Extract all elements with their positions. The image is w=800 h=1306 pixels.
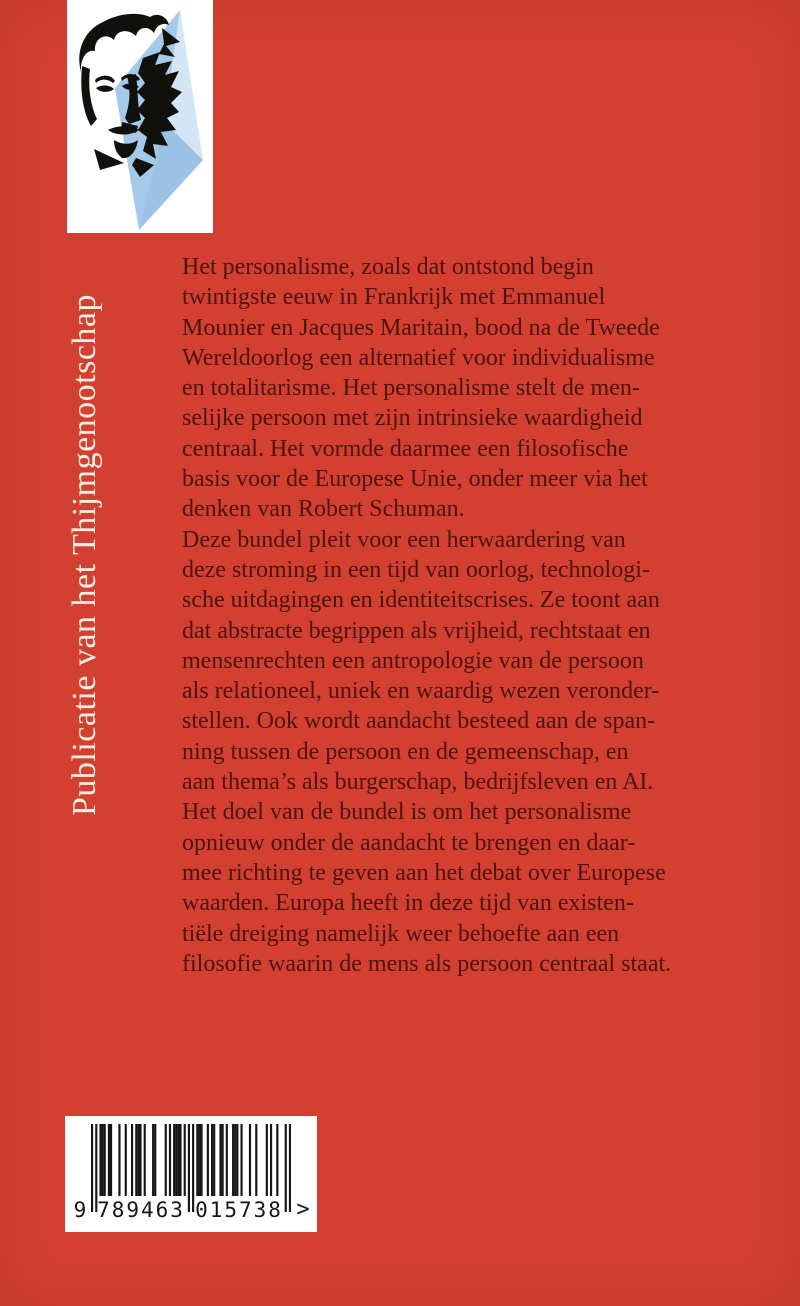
blurb-line: en totalitarisme. Het personalisme stelt de men- [182, 375, 640, 402]
blurb-line: selijke persoon met zijn intrinsieke waardigheid [182, 405, 643, 432]
blurb-line: aan thema’s als burgerschap, bedrijfsleven en AI. [182, 769, 654, 796]
barcode-chevron: > [296, 1197, 310, 1222]
blurb-paragraph-1 [182, 252, 762, 525]
blurb-line: Wereldoorlog een alternatief voor individualisme [182, 344, 655, 371]
blurb-line: ning tussen de persoon en de gemeenschap, en [182, 738, 629, 765]
spine-label [50, 271, 120, 839]
blurb-line: opnieuw onder de aandacht te brengen en daar- [182, 829, 636, 856]
blurb-line: basis voor de Europese Unie, onder meer via het [182, 466, 648, 493]
blurb-line: stellen. Ook wordt aandacht besteed aan de span- [182, 708, 656, 735]
blurb-line: Het personalisme, zoals dat ontstond begin [182, 254, 594, 280]
barcode-group-2: 015738 [195, 1198, 283, 1222]
blurb-line: Het doel van de bundel is om het personalisme [182, 799, 632, 826]
thijmgenootschap-face-icon [67, 0, 213, 233]
blurb-line: twintigste eeuw in Frankrijk met Emmanuel [182, 284, 606, 311]
blurb-line: tiële dreiging namelijk weer behoefte aan een [182, 920, 620, 947]
blurb-line: centraal. Het vormde daarmee een filosofische [182, 435, 629, 462]
thijmgenootschap-logo [67, 0, 213, 233]
blurb-paragraph-2 [182, 525, 762, 798]
blurb-line: Deze bundel pleit voor een herwaardering van [182, 526, 626, 553]
barcode [65, 1116, 317, 1232]
blurb [182, 252, 762, 979]
barcode-digit-left: 9 [73, 1198, 87, 1222]
blurb-line: Mounier en Jacques Maritain, bood na de Tweede [182, 314, 660, 341]
blurb-line: deze stroming in een tijd van oorlog, technologi- [182, 556, 650, 583]
blurb-paragraph-3 [182, 797, 762, 979]
blurb-line: mensenrechten een antropologie van de persoon [182, 647, 644, 674]
blurb-line: dat abstracte begrippen als vrijheid, rechtstaat en [182, 617, 651, 644]
blurb-line: filosofie waarin de mens als persoon centraal staat. [182, 950, 672, 977]
blurb-line: sche uitdagingen en identiteitscrises. Ze toont aan [182, 587, 660, 614]
blurb-line: mee richting te geven aan het debat over Europese [182, 859, 666, 886]
spine-label-text: Publicatie van het Thijmgenootschap [66, 293, 104, 817]
barcode-group-1: 789463 [97, 1198, 185, 1222]
blurb-line: denken van Robert Schuman. [182, 496, 465, 523]
blurb-line: waarden. Europa heeft in deze tijd van existen- [182, 890, 634, 917]
blurb-line: als relationeel, uniek en waardig wezen veronder- [182, 678, 660, 705]
